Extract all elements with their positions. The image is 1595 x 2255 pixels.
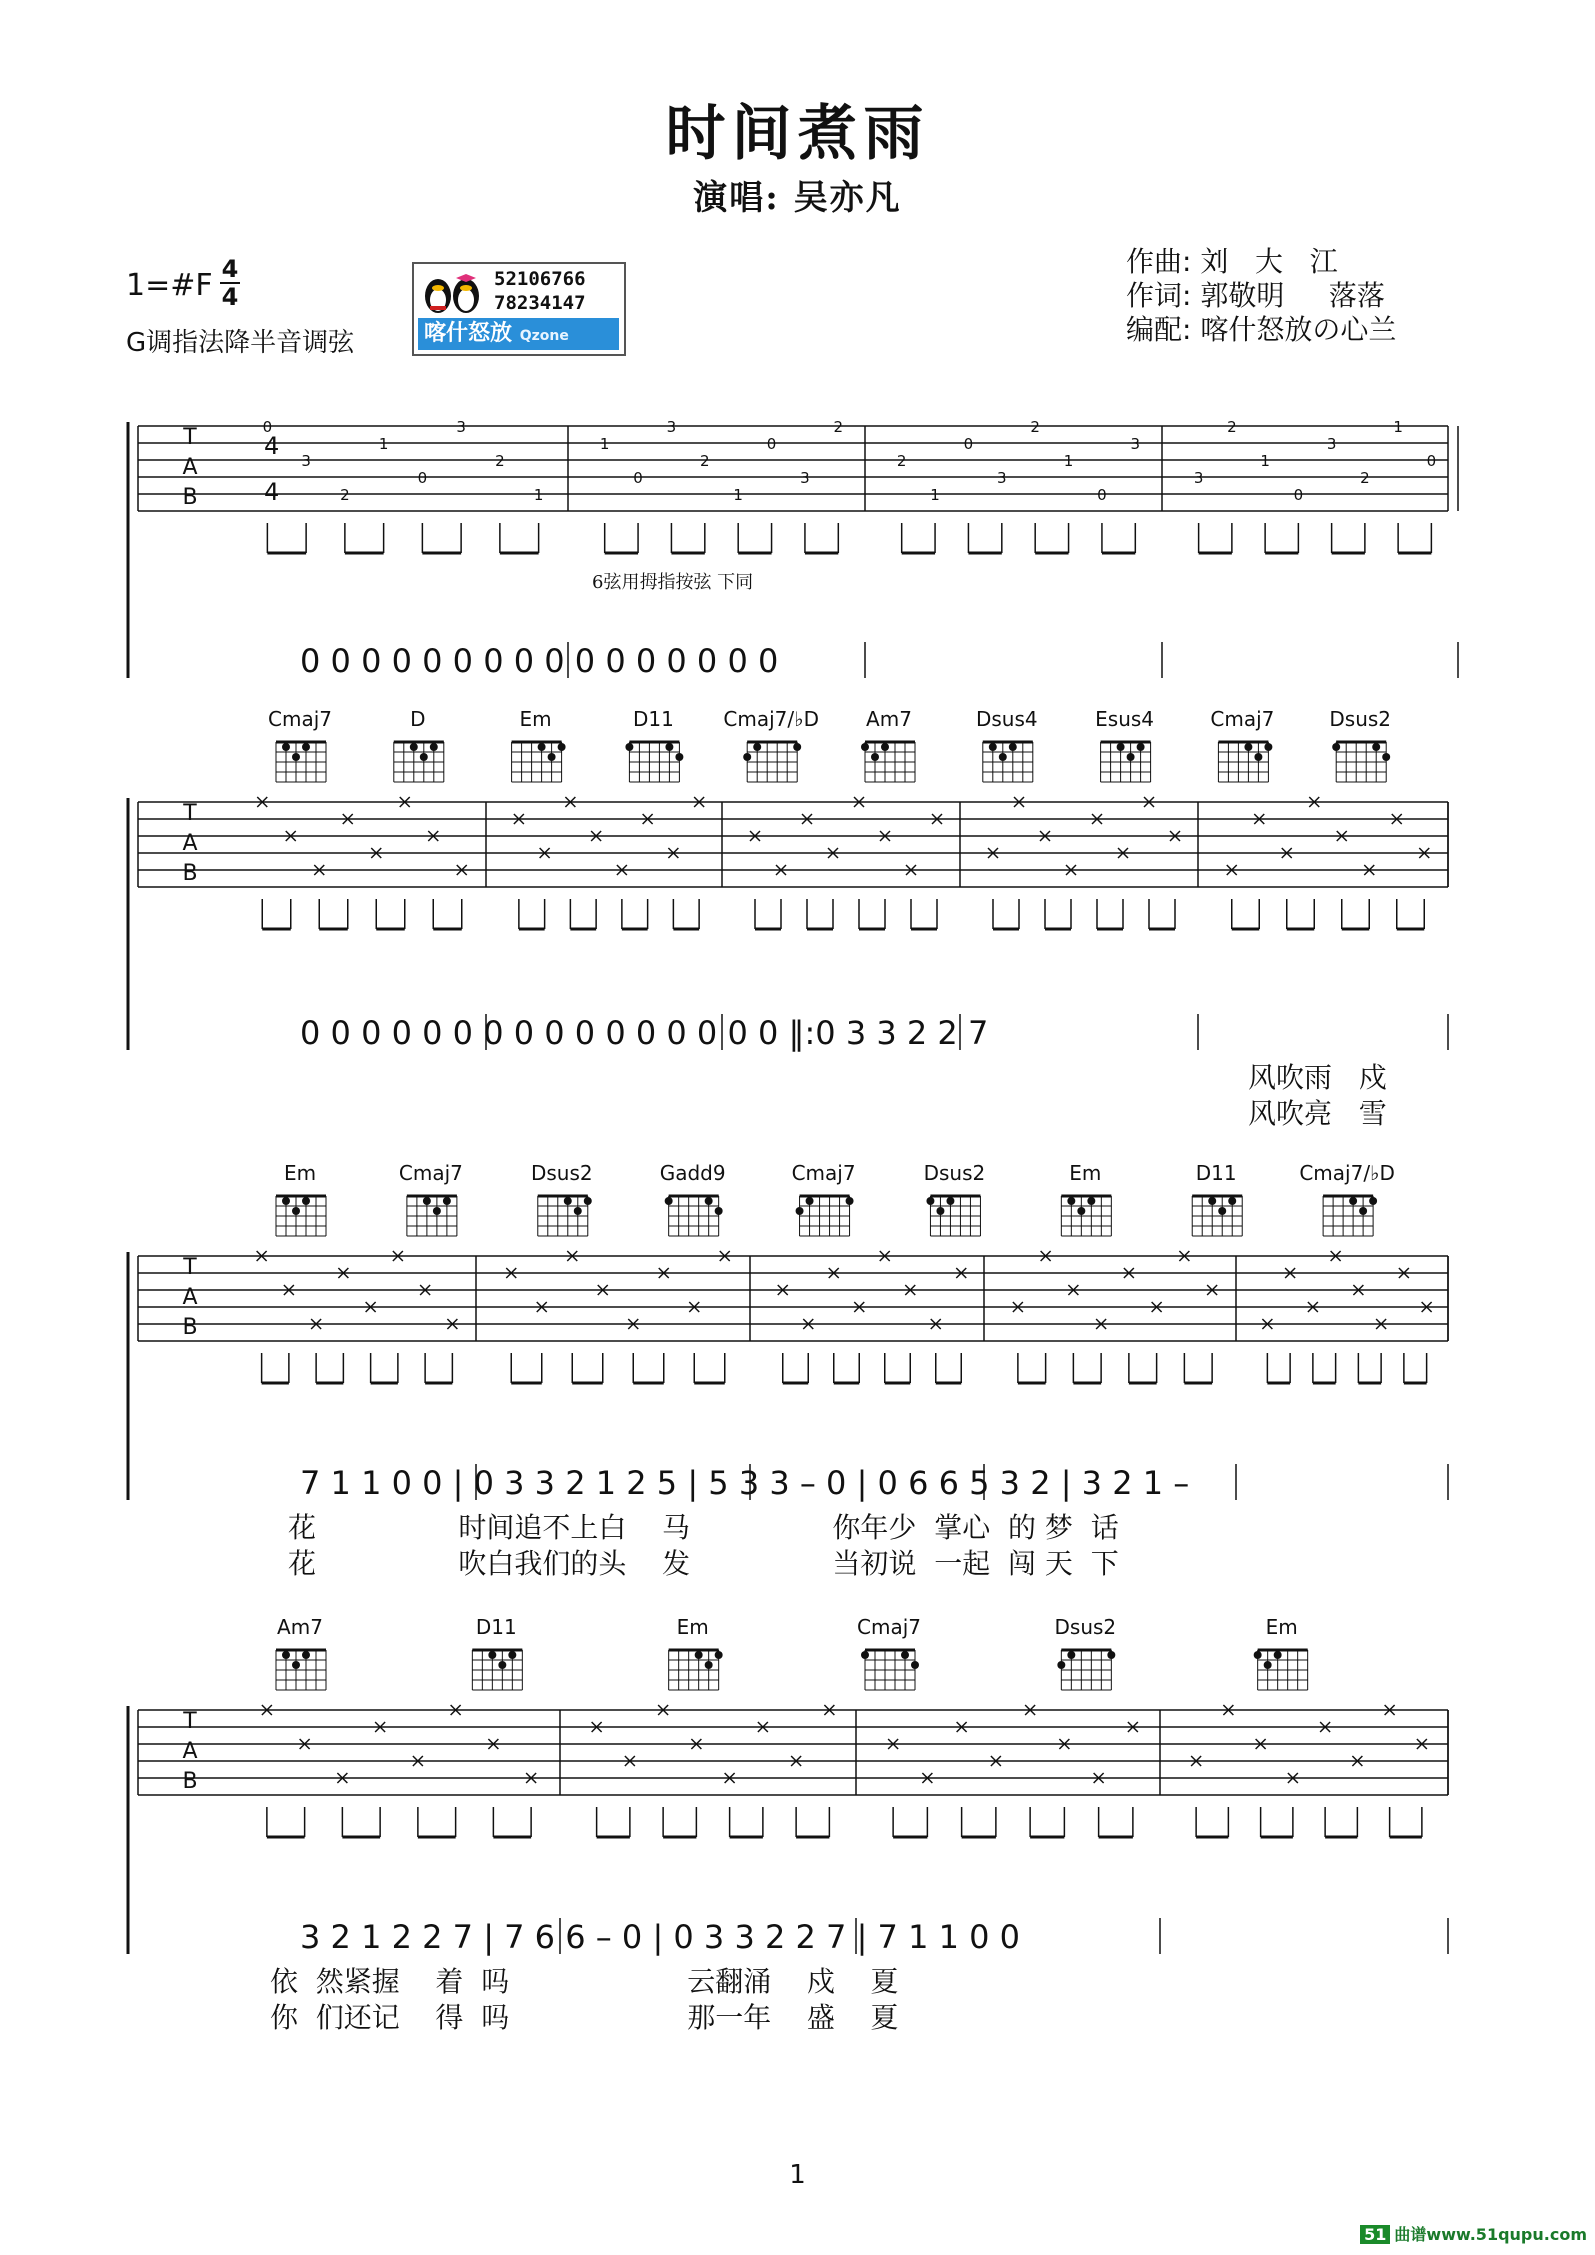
chord-finger-dot xyxy=(564,1197,572,1205)
brand-suffix: Qzone xyxy=(519,328,569,344)
lyric-line: 依 然紧握 着 吗 云翻涌 戍 夏 xyxy=(270,1965,899,1998)
tab-letter: A xyxy=(182,1739,198,1764)
chord-finger-dot xyxy=(1107,1651,1115,1659)
time-sig-bottom: 4 xyxy=(221,283,239,311)
jianpu-notation: 0 0 0 0 0 0 0 0 0 0 0 0 0 0 0 0 xyxy=(300,642,779,680)
chord-finger-dot xyxy=(558,743,566,751)
song-title: 时间煮雨 xyxy=(665,99,930,169)
tab-fret-number: 1 xyxy=(1063,452,1074,470)
chord-name: Esus4 xyxy=(1095,707,1155,731)
chord-finger-dot xyxy=(433,1207,441,1215)
chord-finger-dot xyxy=(911,1661,919,1669)
lyric-line: 你 们还记 得 吗 那一年 盛 夏 xyxy=(270,2001,899,2034)
chord-finger-dot xyxy=(292,1207,300,1215)
chord-finger-dot xyxy=(743,753,751,761)
chord-finger-dot xyxy=(1264,743,1272,751)
tab-fret-number: 2 xyxy=(495,452,505,470)
chord-name: D11 xyxy=(632,707,674,731)
tab-fret-number: 3 xyxy=(800,469,810,487)
tab-fret-number: 3 xyxy=(301,452,311,470)
chord-finger-dot xyxy=(302,743,310,751)
tab-fret-number: 1 xyxy=(1260,452,1270,470)
chord-finger-dot xyxy=(936,1207,944,1215)
chord-finger-dot xyxy=(901,1651,909,1659)
chord-finger-dot xyxy=(665,743,673,751)
tab-fret-number: 3 xyxy=(1193,469,1204,487)
tab-fret-number: 0 xyxy=(963,435,974,453)
tab-letter: T xyxy=(183,1255,197,1280)
chord-finger-dot xyxy=(574,1207,582,1215)
chord-finger-dot xyxy=(861,1651,869,1659)
chord-name: Cmaj7/♭D xyxy=(1299,1161,1395,1185)
tab-letter: B xyxy=(182,861,198,886)
tab-letter: T xyxy=(183,801,197,826)
chord-name: Cmaj7 xyxy=(398,1161,463,1185)
tab-letter: A xyxy=(182,455,198,480)
chord-name: Em xyxy=(283,1161,317,1185)
chord-finger-dot xyxy=(871,753,879,761)
tab-letter: T xyxy=(183,1709,197,1734)
chord-name: Cmaj7 xyxy=(857,1615,921,1639)
tab-fret-number: 1 xyxy=(1393,418,1403,436)
tab-time-sig: 4 xyxy=(264,432,280,460)
chord-finger-dot xyxy=(1137,743,1145,751)
time-sig-top: 4 xyxy=(221,255,239,283)
chord-finger-dot xyxy=(282,743,290,751)
arranger-credit: 编配: 喀什怒放の心兰 xyxy=(1126,313,1397,346)
chord-finger-dot xyxy=(881,743,889,751)
chord-finger-dot xyxy=(715,1207,723,1215)
jianpu-notation: 3 2 1 2 2 7 | 7 6 6 – 0 | 0 3 3 2 2 7 | 7 1 1 0 0 xyxy=(300,1918,1021,1956)
tab-fret-number: 1 xyxy=(378,435,389,453)
chord-name: Dsus2 xyxy=(530,1161,593,1185)
chord-finger-dot xyxy=(410,743,418,751)
chord-finger-dot xyxy=(488,1651,496,1659)
site-logo-icon: 51 xyxy=(1360,2225,1390,2244)
footer-text: 曲谱www.51qupu.com xyxy=(1394,2225,1587,2244)
tab-letter: B xyxy=(182,485,198,510)
chord-finger-dot xyxy=(1009,743,1017,751)
tab-fret-number: 2 xyxy=(1360,469,1370,487)
chord-finger-dot xyxy=(1369,1197,1377,1205)
chord-name: D11 xyxy=(475,1615,517,1639)
chord-finger-dot xyxy=(508,1651,516,1659)
lyricist-credit: 作词: 郭敬明 落落 xyxy=(1126,279,1385,312)
tab-fret-number: 2 xyxy=(1227,418,1237,436)
tab-fret-number: 3 xyxy=(666,418,677,436)
chord-name: Em xyxy=(1265,1615,1298,1639)
chord-finger-dot xyxy=(695,1651,703,1659)
chord-finger-dot xyxy=(1218,1207,1226,1215)
chord-finger-dot xyxy=(665,1197,673,1205)
chord-finger-dot xyxy=(1067,1197,1075,1205)
chord-finger-dot xyxy=(625,743,633,751)
chord-name: Cmaj7 xyxy=(791,1161,856,1185)
chord-finger-dot xyxy=(548,753,556,761)
chord-finger-dot xyxy=(1332,743,1340,751)
chord-finger-dot xyxy=(302,1651,310,1659)
site-footer xyxy=(1360,2222,1587,2245)
chord-finger-dot xyxy=(1228,1197,1236,1205)
chord-finger-dot xyxy=(443,1197,451,1205)
chord-name: Cmaj7 xyxy=(268,707,332,731)
chord-name: Em xyxy=(519,707,552,731)
tab-fret-number: 0 xyxy=(417,469,428,487)
tab-letter: B xyxy=(182,1315,198,1340)
chord-finger-dot xyxy=(946,1197,954,1205)
chord-name: Am7 xyxy=(277,1615,323,1639)
lyric-line: 风吹亮 雪 xyxy=(1248,1097,1387,1130)
tab-fret-number: 2 xyxy=(340,486,350,504)
tab-fret-number: 0 xyxy=(262,418,273,436)
chord-finger-dot xyxy=(1359,1207,1367,1215)
chord-finger-dot xyxy=(1349,1197,1357,1205)
chord-finger-dot xyxy=(430,743,438,751)
chord-finger-dot xyxy=(793,743,801,751)
chord-name: Cmaj7/♭D xyxy=(723,707,819,731)
chord-finger-dot xyxy=(675,753,683,761)
chord-name: D xyxy=(410,707,426,731)
jianpu-notation: 0 0 0 0 0 0 0 0 0 0 0 0 0 0 0 0 ‖:0 3 3 2 2 7 xyxy=(300,1014,989,1052)
tab-letter: T xyxy=(183,425,197,450)
chord-finger-dot xyxy=(1264,1661,1272,1669)
chord-finger-dot xyxy=(584,1197,592,1205)
chord-name: Dsus2 xyxy=(1329,707,1392,731)
tab-letter: A xyxy=(182,831,198,856)
chord-finger-dot xyxy=(1077,1207,1085,1215)
chord-finger-dot xyxy=(498,1661,506,1669)
tab-fret-number: 2 xyxy=(1030,418,1040,436)
tab-fret-number: 0 xyxy=(1097,486,1107,504)
lyric-line: 风吹雨 戍 xyxy=(1248,1061,1387,1094)
tab-fret-number: 2 xyxy=(896,452,907,470)
chord-finger-dot xyxy=(846,1197,854,1205)
chord-finger-dot xyxy=(1244,743,1252,751)
thumb-instruction: 6弦用拇指按弦 下同 xyxy=(592,572,754,593)
chord-finger-dot xyxy=(1127,753,1135,761)
tab-letter: A xyxy=(182,1285,198,1310)
tab-fret-number: 1 xyxy=(930,486,940,504)
chord-finger-dot xyxy=(926,1197,934,1205)
tab-fret-number: 3 xyxy=(997,469,1007,487)
tab-fret-number: 1 xyxy=(599,435,610,453)
chord-name: Em xyxy=(1069,1161,1102,1185)
tab-fret-number: 2 xyxy=(833,418,844,436)
tab-fret-number: 0 xyxy=(1293,486,1304,504)
chord-name: Dsus4 xyxy=(975,707,1038,731)
chord-finger-dot xyxy=(796,1207,804,1215)
chord-finger-dot xyxy=(282,1197,290,1205)
chord-finger-dot xyxy=(420,753,428,761)
chord-finger-dot xyxy=(1208,1197,1216,1205)
tab-fret-number: 3 xyxy=(1326,435,1337,453)
chord-finger-dot xyxy=(1274,1651,1282,1659)
brand-text: 喀什怒放 xyxy=(424,321,513,346)
chord-finger-dot xyxy=(705,1197,713,1205)
chord-finger-dot xyxy=(1087,1197,1095,1205)
composer-credit: 作曲: 刘 大 江 xyxy=(1126,245,1338,278)
chord-name: D11 xyxy=(1195,1161,1237,1185)
chord-finger-dot xyxy=(1372,743,1380,751)
key-text: 1=#F xyxy=(126,268,213,303)
chord-name: Dsus2 xyxy=(1054,1615,1117,1639)
chord-finger-dot xyxy=(423,1197,431,1205)
qq-number-1: 52106766 xyxy=(494,268,586,290)
chord-finger-dot xyxy=(715,1651,723,1659)
singer-line: 演唱: 吴亦凡 xyxy=(693,178,902,218)
chord-finger-dot xyxy=(861,743,869,751)
chord-finger-dot xyxy=(282,1651,290,1659)
tab-letter: B xyxy=(182,1769,198,1794)
chord-finger-dot xyxy=(705,1661,713,1669)
chord-finger-dot xyxy=(999,753,1007,761)
chord-finger-dot xyxy=(806,1197,814,1205)
chord-finger-dot xyxy=(292,1661,300,1669)
chord-finger-dot xyxy=(1057,1661,1065,1669)
chord-finger-dot xyxy=(989,743,997,751)
chord-finger-dot xyxy=(1067,1651,1075,1659)
tab-fret-number: 0 xyxy=(1426,452,1437,470)
chord-finger-dot xyxy=(1254,1651,1262,1659)
tab-fret-number: 1 xyxy=(533,486,544,504)
tab-fret-number: 1 xyxy=(733,486,743,504)
tab-fret-number: 0 xyxy=(766,435,777,453)
chord-name: Cmaj7 xyxy=(1210,707,1275,731)
chord-finger-dot xyxy=(1117,743,1125,751)
chord-name: Gadd9 xyxy=(659,1161,726,1185)
tab-fret-number: 2 xyxy=(700,452,710,470)
tab-time-sig: 4 xyxy=(264,478,280,506)
page-number: 1 xyxy=(789,2160,806,2190)
chord-name: Em xyxy=(676,1615,709,1639)
chord-name: Am7 xyxy=(866,707,912,731)
chord-finger-dot xyxy=(292,753,300,761)
tab-fret-number: 3 xyxy=(1130,435,1141,453)
qq-number-2: 78234147 xyxy=(494,292,586,314)
tab-fret-number: 0 xyxy=(633,469,643,487)
lyric-line: 花 时间追不上白 马 你年少 掌心 的 梦 话 xyxy=(288,1511,1119,1544)
chord-finger-dot xyxy=(1254,753,1262,761)
lyric-line: 花 吹白我们的头 发 当初说 一起 闯 天 下 xyxy=(288,1547,1119,1580)
chord-finger-dot xyxy=(302,1197,310,1205)
jianpu-notation: 7 1 1 0 0 | 0 3 3 2 1 2 5 | 5 3 3 – 0 | 0 6 6 5 3 2 | 3 2 1 – xyxy=(300,1464,1190,1502)
chord-finger-dot xyxy=(753,743,761,751)
chord-name: Dsus2 xyxy=(923,1161,986,1185)
chord-finger-dot xyxy=(1382,753,1390,761)
chord-finger-dot xyxy=(538,743,546,751)
tuning-note: G调指法降半音调弦 xyxy=(126,328,355,358)
tab-fret-number: 3 xyxy=(456,418,466,436)
